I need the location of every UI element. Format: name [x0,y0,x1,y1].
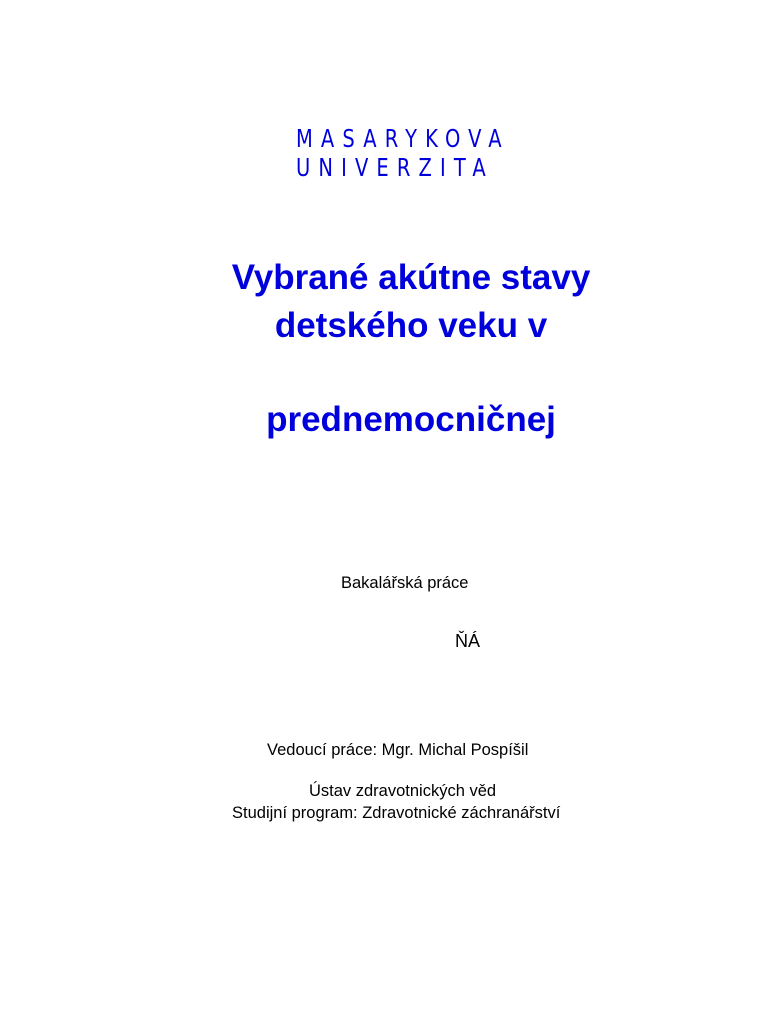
thesis-title-line-3: prednemocničnej [266,400,556,439]
logo-line-2: UNIVERZITA [296,153,494,182]
thesis-type: Bakalářská práce [341,574,469,592]
thesis-title-line-2: detského veku v [274,306,548,345]
university-logo [296,124,536,182]
supervisor: Vedoucí práce: Mgr. Michal Pospíšil [267,741,529,759]
study-program: Studijní program: Zdravotnické záchranářství [232,804,561,822]
institute: Ústav zdravotnických věd [309,782,497,800]
thesis-title-line-1: Vybrané akútne stavy [231,258,591,297]
logo-line-1: MASARYKOVA [296,124,510,153]
author-name: ŇÁ [455,631,481,651]
